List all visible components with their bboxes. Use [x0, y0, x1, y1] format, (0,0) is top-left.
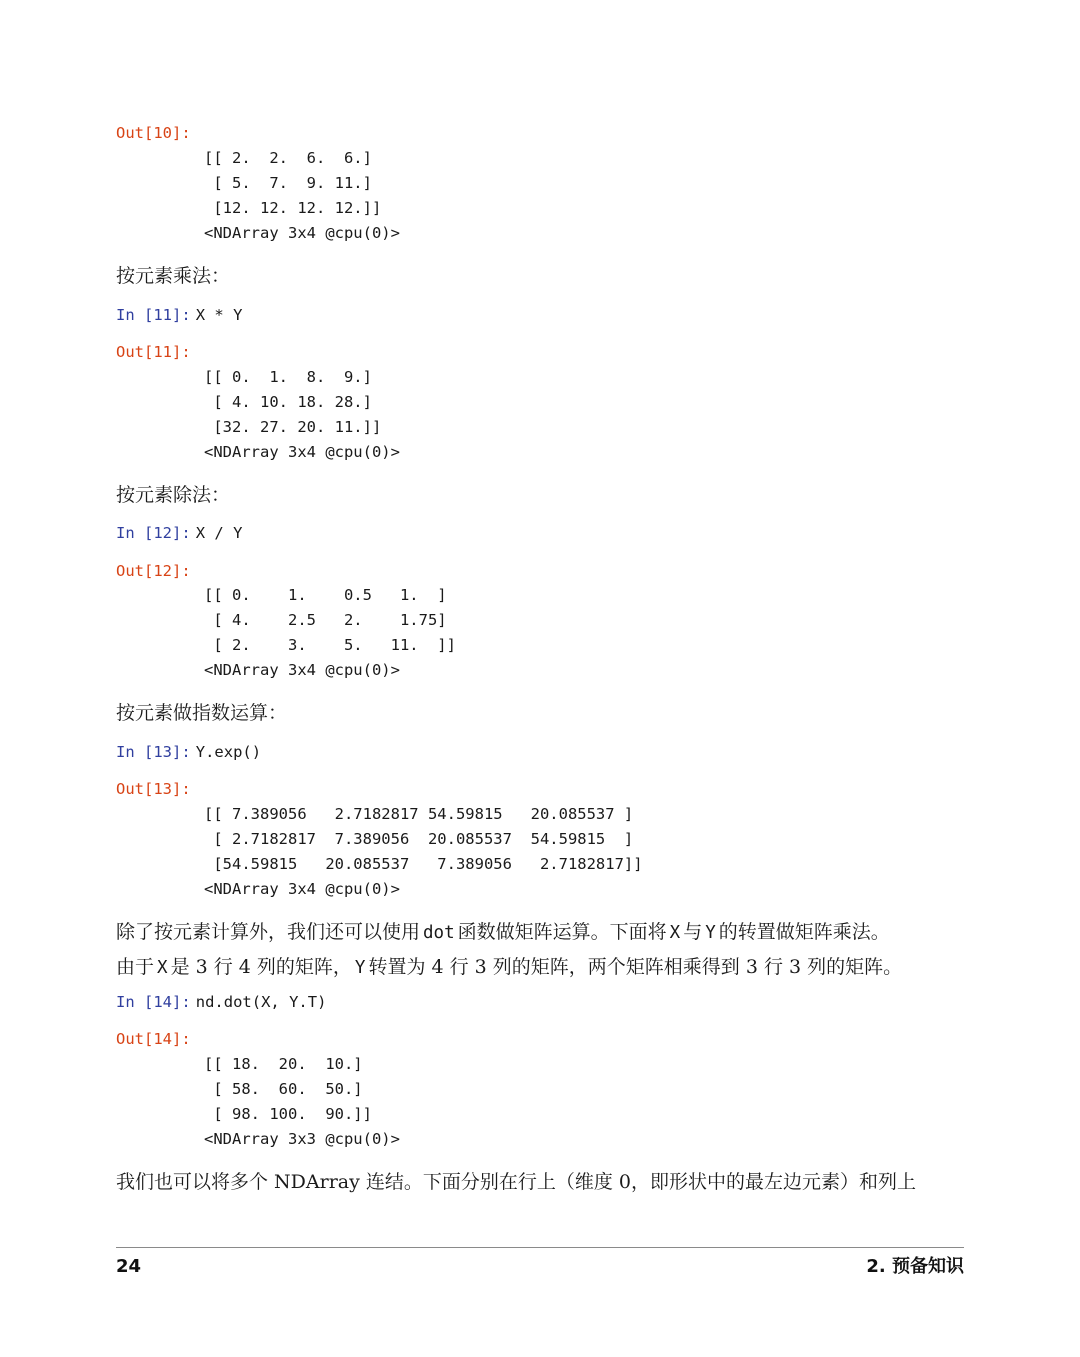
input-prompt: In [12]:: [116, 524, 191, 542]
input-prompt: In [14]:: [116, 993, 191, 1011]
dot-paragraph-line-2: [116, 950, 976, 985]
output-block: [[ 0. 1. 0.5 1. ] [ 4. 2.5 2. 1.75] [ 2. 3. 5. 11. ]] <NDArray 3x4 @cpu(0)>: [204, 586, 456, 679]
input-code: nd.dot(X, Y.T): [195, 993, 327, 1011]
dot-paragraph: [116, 915, 976, 985]
inline-code: X: [669, 923, 681, 943]
output-prompt: Out[13]:: [116, 780, 191, 798]
dot-paragraph-line-1: [116, 915, 976, 950]
inline-code: X: [157, 958, 168, 978]
input-cell: [116, 305, 966, 325]
inline-code: Y: [705, 923, 716, 943]
section-text-multiply: 按元素乘法：: [116, 265, 231, 287]
output-prompt: Out[11]:: [116, 343, 191, 361]
input-code: X / Y: [195, 524, 243, 542]
section-text-exp: 按元素做指数运算：: [116, 702, 288, 724]
text-run: 与: [683, 921, 703, 943]
output-block: [[ 18. 20. 10.] [ 58. 60. 50.] [ 98. 100. 90.]] <NDArray 3x3 @cpu(0)>: [204, 1055, 400, 1148]
output-block: [[ 0. 1. 8. 9.] [ 4. 10. 18. 28.] [32. 27. 20. 11.]] <NDArray 3x4 @cpu(0)>: [204, 368, 400, 461]
output-block: [[ 7.389056 2.7182817 54.59815 20.085537 ] [ 2.7182817 7.389056 20.085537 54.59815 ] [54.59815 20.085537 7.389056 2.7182817]] <NDArray 3x4 @cpu(0)>: [204, 805, 643, 898]
input-cell: [116, 742, 966, 762]
text-run: 转置为 4 行 3 列的矩阵，两个矩阵相乘得到 3 行 3 列的矩阵。: [368, 956, 903, 978]
chapter-title: 2. 预备知识: [866, 1256, 964, 1277]
input-prompt: In [11]:: [116, 306, 191, 324]
inline-code: dot: [423, 923, 455, 943]
text-run: 是 3 行 4 列的矩阵，: [170, 956, 352, 978]
input-cell: [116, 992, 966, 1012]
text-run: 的转置做矩阵乘法。: [718, 921, 890, 943]
concat-paragraph: 我们也可以将多个 NDArray 连结。下面分别在行上（维度 0，即形状中的最左边元素）和列上: [116, 1171, 917, 1193]
text-run: 除了按元素计算外，我们还可以使用: [116, 921, 421, 943]
output-prompt: Out[12]:: [116, 562, 191, 580]
input-code: X * Y: [195, 306, 243, 324]
section-text-divide: 按元素除法：: [116, 484, 231, 506]
footer-rule: [116, 1247, 964, 1248]
inline-code: Y: [354, 958, 366, 978]
output-block: [[ 2. 2. 6. 6.] [ 5. 7. 9. 11.] [12. 12. 12. 12.]] <NDArray 3x4 @cpu(0)>: [204, 149, 400, 242]
input-cell: [116, 523, 966, 543]
page-number: 24: [116, 1256, 142, 1277]
input-prompt: In [13]:: [116, 743, 191, 761]
output-prompt: Out[14]:: [116, 1030, 191, 1048]
input-code: Y.exp(): [195, 743, 262, 761]
text-run: 由于: [116, 956, 155, 978]
output-prompt: Out[10]:: [116, 124, 191, 142]
text-run: 函数做矩阵运算。下面将: [457, 921, 667, 943]
